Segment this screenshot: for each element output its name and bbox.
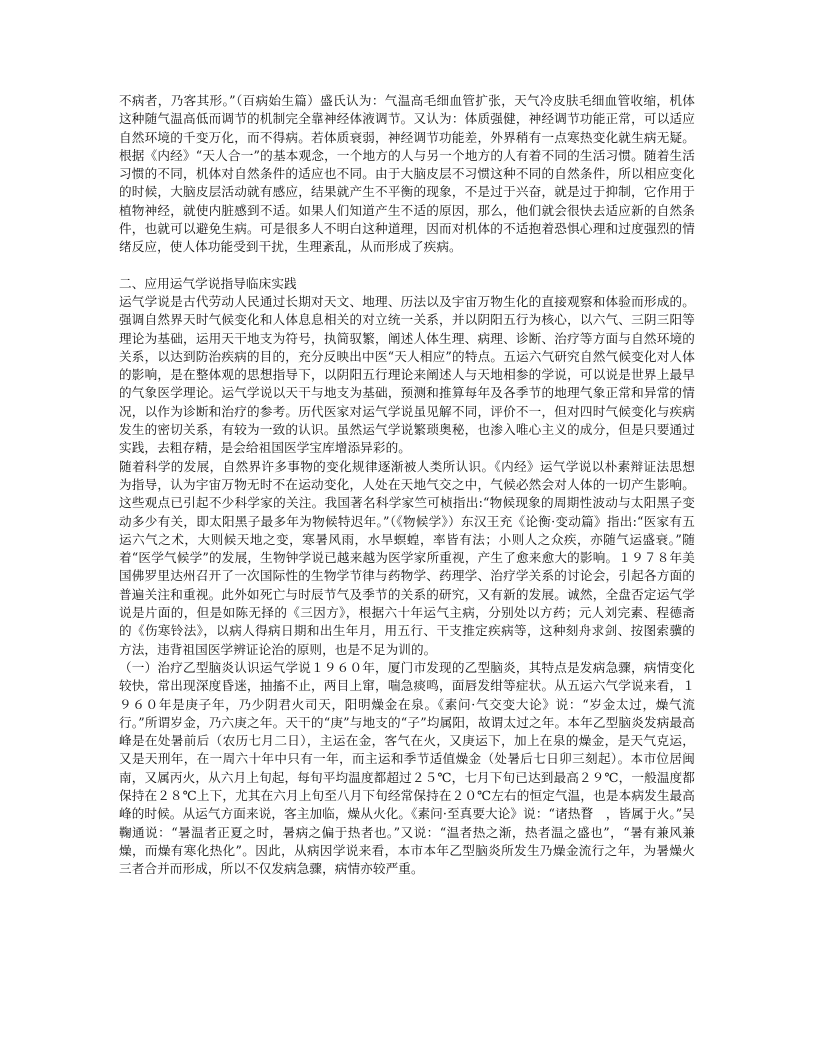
paragraph-science-development: 随着科学的发展，自然界许多事物的变化规律逐渐被人类所认识。《内经》运气学说以朴素辩证法思想为指导，认为宇宙万物无时不在运动变化，人处在天地气交之中，气候必然会对人体的一切产生影响。这些观点已引起不少科学家的关注。我国著名科学家竺可桢指出:“物候现象的周期性波动与太阳黑子变动多少有关，即太阳黑子最多年为物候特迟年。”（《物候学》）东汉王充《论衡·变动篇》指出:“医家有五运六气之术，大则候天地之变，寒暑风雨，水旱螟蝗，率皆有法；小则人之众疾，亦随气运盛衰。”随着“医学气候学”的发展，生物钟学说已越来越为医学家所重视，产生了愈来愈大的影响。１９７８年美国佛罗里达州召开了一次国际性的生物学节律与药物学、药理学、治疗学关系的讨论会，引起各方面的普遍关注和重视。此外如死亡与时辰节气及季节的关系的研究，又有新的发展。诚然，全盘否定运气学说是片面的，但是如陈无择的《三因方》，根据六十年运气主病，分别处以方药；元人刘完素、程德斋的《伤寒铃法》，以病人得病日期和出生年月，用五行、干支推定疾病等，这种刻舟求剑、按图索骥的方法，违背祖国医学辨证论治的原则，也是不足为训的。 bbox=[119, 458, 695, 657]
paragraph-constitution-adaptation: 不病者，乃客其形。”（百病始生篇）盛氏认为：气温高毛细血管扩张，天气冷皮肤毛细血管收缩，机体这种随气温高低而调节的机制完全靠神经体液调节。又认为：体质强健，神经调节功能正常，可以适应自然环境的千变万化，而不得病。若体质衰弱，神经调节功能差，外界稍有一点寒热变化就生病无疑。根据《内经》“天人合一”的基本观念，一个地方的人与另一个地方的人有着不同的生活习惯。随着生活习惯的不同，机体对自然条件的适应也不同。由于大脑皮层不习惯这种不同的自然条件，所以相应变化的时候，大脑皮层活动就有感应，结果就产生不平衡的现象，不是过于兴奋，就是过于抑制，它作用于植物神经，就使内脏感到不适。如果人们知道产生不适的原因，那么，他们就会很快去适应新的自然条件，也就可以避免生病。可是很多人不明白这种道理，因而对机体的不适抱着恐惧心理和过度强烈的情绪反应，使人体功能受到干扰，生理紊乱，从而形成了疾病。 bbox=[119, 93, 695, 255]
section-heading: 二、应用运气学说指导临床实践 bbox=[119, 275, 297, 291]
paragraph-yunqi-theory: 运气学说是古代劳动人民通过长期对天文、地理、历法以及宇宙万物生化的直接观察和体验而形成的。强调自然界天时气候变化和人体息息相关的对立统一关系，并以阴阳五行为核心，以六气、三阴三阳等理论为基础，运用天干地支为符号，执简驭繁，阐述人体生理、病理、诊断、治疗等方面与自然环境的关系，以达到防治疾病的目的，充分反映出中医“天人相应”的特点。五运六气研究自然气候变化对人体的影响，是在整体观的思想指导下，以阴阳五行理论来阐述人与天地相参的学说，可以说是世界上最早的气象医学理论。运气学说以天干与地支为基础，预测和推算每年及各季节的地理气象正常和异常的情况，以作为诊断和治疗的参考。历代医家对运气学说虽见解不同，评价不一，但对四时气候变化与疾病发生的密切关系，有较为一致的认识。虽然运气学说繁琐奥秘，也渗入唯心主义的成分，但是只要通过实践，去粗存精，是会给祖国医学宝库增添异彩的。 bbox=[119, 293, 695, 456]
paragraph-encephalitis-treatment: （一）治疗乙型脑炎认识运气学说１９６０年，厦门市发现的乙型脑炎，其特点是发病急骤，病情变化较快，常出现深度昏迷，抽搐不止，两目上窜，喘急痰鸣，面唇发绀等症状。从五运六气学说来看，１９６０年是庚子年，乃少阴君火司天，阳明燥金在泉。《素问·气交变大论》说：“岁金太过，燥气流行。”所谓岁金，乃六庚之年。天干的“庚”与地支的“子”均属阳，故谓太过之年。本年乙型脑炎发病最高峰是在处暑前后（农历七月二日），主运在金，客气在火，又庚运下，加上在泉的燥金，是天气克运，又是天刑年，在一周六十年中只有一年，而主运和季节适值燥金（处暑后七日卯三刻起）。本市位居闽南，又属丙火，从六月上旬起，每旬平均温度都超过２５℃，七月下旬已达到最高２９℃，一般温度都保持在２８℃上下，尤其在六月上旬至八月下旬经常保持在２０℃左右的恒定气温，也是本病发生最高峰的时候。从运气方面来说，客主加临，燥从火化。《素问·至真要大论》说：“诸热瞀 ，皆属于火。”吴鞠通说：“暑温者正夏之时，暑病之偏于热者也。”又说：“温者热之渐，热者温之盛也”，“暑有兼风兼燥，而燥有寒化热化”。因此，从病因学说来看，本市本年乙型脑炎所发生乃燥金流行之年，为暑燥火三者合并而形成，所以不仅发病急骤，病情亦较严重。 bbox=[119, 659, 695, 877]
document-page bbox=[119, 92, 695, 878]
